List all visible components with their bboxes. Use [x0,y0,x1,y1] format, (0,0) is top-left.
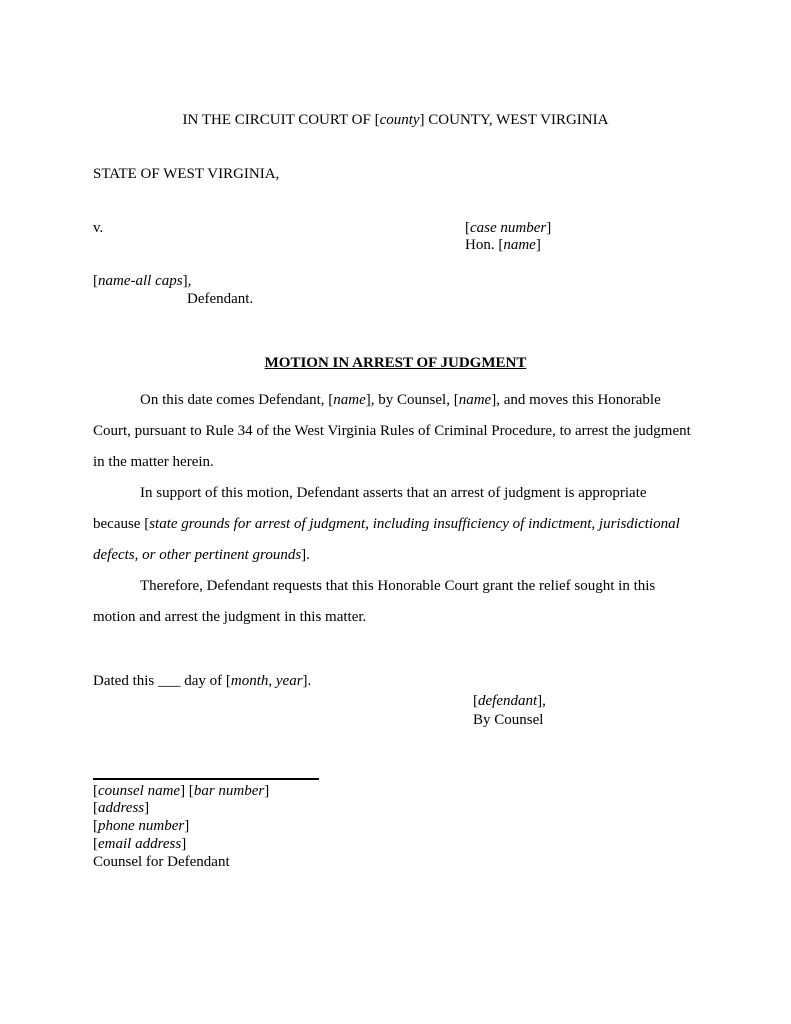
signature-defendant: [defendant], [473,693,546,709]
signature-line [93,778,319,780]
court-heading: IN THE CIRCUIT COURT OF [county] COUNTY, WEST VIRGINIA [182,112,609,128]
counsel-address: [address] [93,800,150,816]
counsel-email: [email address] [93,836,187,852]
signature-by-counsel: By Counsel [473,712,544,728]
document-title: MOTION IN ARREST OF JUDGMENT [264,355,527,371]
dated-line: Dated this ___ day of [month, year]. [93,673,312,689]
versus: v. [93,220,104,236]
counsel-phone: [phone number] [93,818,190,834]
judge-name: Hon. [name] [465,237,541,253]
body-paragraph-2: In support of this motion, Defendant asserts that an arrest of judgment is appropriate because [state grounds for arrest of judgment, including insufficiency of indictment, jurisdictional defects, or other pertinent grounds]. [93,485,680,563]
court-county: county [379,112,420,128]
plaintiff-name: STATE OF WEST VIRGINIA, [93,166,280,182]
defendant-name: [name-all caps], [93,273,192,289]
body-paragraph-1: On this date comes Defendant, [name], by Counsel, [name], and moves this Honorable Court, pursuant to Rule 34 of the West Virginia Rules of Criminal Procedure, to arrest the judgment in the matter herein. [93,392,691,470]
case-number: [case number] [465,220,552,236]
counsel-role: Counsel for Defendant [93,854,230,870]
body-paragraph-3: Therefore, Defendant requests that this Honorable Court grant the relief sought in this motion and arrest the judgment in this matter. [93,578,656,625]
counsel-name-bar: [counsel name] [bar number] [93,783,270,799]
defendant-role: Defendant. [187,291,254,307]
